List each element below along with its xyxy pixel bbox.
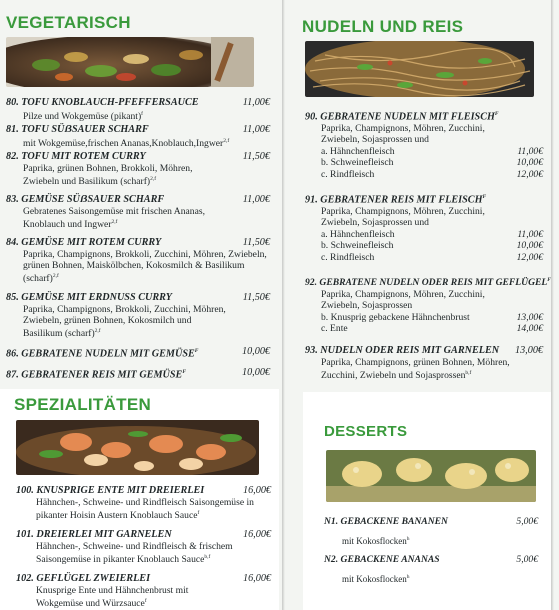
menu-item-86 [6,346,270,360]
item-name [6,367,186,381]
item-name: 93. NUDELN ODER REIS MIT GARNELEN [305,345,500,356]
item-desc: Paprika, Champignons, grünen Bohnen, Möhren, Zucchini, Zwiebeln und Sojasprossen [321,356,510,382]
fried-noodles-photo [305,41,534,97]
variant-label: a. Hähnchenfleisch [321,228,395,240]
allergen-mark: h [406,573,410,580]
variant-label: a. Hähnchenfleisch [321,145,395,157]
allergen-mark: 2,f [150,176,157,182]
item-name: 102. GEFLÜGEL ZWEIERLEI [16,573,151,584]
item-name: 85. GEMÜSE MIT ERDNUSS CURRY [6,292,172,303]
menu-item-80 [6,97,270,122]
item-desc: mit Kokosflocken [342,573,407,584]
variant-label: c. Rindfleisch [321,168,375,180]
section-title-spezialitaeten: SPEZIALITÄTEN [14,395,152,414]
allergen-mark: 2,f [52,273,59,280]
item-desc: Gebratenes Saisongemüse mit frischen Ananas, Knoblauch und Ingwer [23,205,205,231]
menu-item-102 [16,573,271,610]
item-price: 5,00€ [516,554,538,565]
column-divider [282,0,285,610]
item-name [6,346,198,360]
item-name [305,192,486,206]
allergen-mark: h [406,535,410,542]
item-price: 16,00€ [242,573,271,584]
item-price: 10,00€ [241,367,270,378]
allergen-mark: F [182,369,187,375]
item-desc: Pilze und Wokgemüse (pikant) [23,110,142,122]
item-price: 11,00€ [242,124,270,135]
item-price: 5,00€ [516,516,538,527]
allergen-mark: f [197,510,200,516]
menu-item-87 [6,367,270,381]
item-name-text: 86. GEBRATENE NUDELN MIT GEMÜSE [6,348,195,360]
allergen-mark: 2,f [94,328,101,335]
item-price: 11,50€ [242,292,270,303]
item-desc: Paprika, Champignons, Möhren, Zucchini, Zwiebeln, Sojasprossen und [321,122,485,146]
variant-label: b. Schweinefleisch [321,240,394,252]
item-desc: Knusprige Ente und Hähnchenbrust mit Wokgemüse und Würzsauce [36,584,189,610]
menu-item-101 [16,529,271,566]
item-name: 81. TOFU SÜẞSAUER SCHARF [6,124,149,135]
item-name: 83. GEMÜSE SÜẞSAUER SCHARF [6,194,165,205]
item-price: 16,00€ [242,485,271,496]
item-price: 10,00€ [241,346,270,357]
item-name: 101. DREIERLEI MIT GARNELEN [16,529,172,540]
item-desc: Hähnchen-, Schweine- und Rindfleisch Saisongemüse in pikanter Hoisin Austern Knoblauch Sauce [36,496,254,522]
allergen-mark: F [494,111,499,117]
item-name: 82. TOFU MIT ROTEM CURRY [6,151,146,162]
dessert-item-n2 [324,554,538,585]
allergen-mark: b,f [465,370,472,376]
item-name: N1. GEBACKENE BANANEN [324,516,448,527]
item-name-text: 91. GEBRATENER REIS MIT FLEISCH [305,194,483,206]
allergen-mark: F [547,277,551,283]
allergen-mark: F [482,194,487,200]
section-title-desserts: DESSERTS [324,423,408,440]
variant-price: 13,00€ [516,311,543,323]
variant-price: 14,00€ [516,323,543,334]
variant-label: b. Knusprig gebackene Hähnchenbrust [321,311,470,323]
section-title-vegetarisch: VEGETARISCH [6,13,131,32]
item-name: 80. TOFU KNOBLAUCH-PFEFFERSAUCE [6,97,199,108]
item-desc: mit Kokosflocken [342,535,407,546]
variant-price: 12,00€ [516,251,543,263]
menu-item-82 [6,151,270,188]
section-title-nudeln: NUDELN UND REIS [302,17,464,36]
allergen-mark: b,f [204,554,211,560]
variant-price: 10,00€ [516,240,543,252]
item-name-text: 90. GEBRATENE NUDELN MIT FLEISCH [305,111,495,123]
allergen-mark: F [194,348,199,354]
variant-label: b. Schweinefleisch [321,157,394,169]
item-desc: Paprika, Champignons, Brokkoli, Zucchini, Möhren, Zwiebeln, grünen Bohnen, Kokosmilch und Basilikum (scharf) [23,303,226,340]
item-name [305,109,499,123]
item-name: 100. KNUSPRIGE ENTE MIT DREIERLEI [16,485,205,496]
item-desc: Hähnchen-, Schweine- und Rindfleisch & frischem Saisongemüse in pikanter Knoblauch Sauce [36,540,233,566]
item-name-text: 87. GEBRATENER REIS MIT GEMÜSE [6,369,183,381]
variant-price: 12,00€ [516,168,543,180]
item-name: N2. GEBACKENE ANANAS [324,554,440,565]
item-price: 11,50€ [242,151,270,162]
menu-item-84 [6,237,270,285]
allergen-mark: f [141,110,143,117]
menu-item-93 [305,345,543,382]
column-divider [551,0,554,610]
item-desc: Paprika, Champignons, Möhren, Zucchini, Zwiebeln, Sojasprossen [321,288,485,312]
item-name [305,275,551,289]
menu-item-92 [305,275,551,334]
allergen-mark: 2,f [111,219,118,225]
menu-item-100 [16,485,271,522]
menu-item-90 [305,109,543,180]
item-name: 84. GEMÜSE MIT ROTEM CURRY [6,237,162,248]
menu-item-91 [305,192,543,263]
item-desc: Paprika, Champignons, Möhren, Zucchini, Zwiebeln, Sojasprossen und [321,205,485,229]
item-price: 11,50€ [242,237,270,248]
item-name-text: 92. GEBRATENE NUDELN ODER REIS MIT GEFLÜGEL [305,277,548,289]
variant-label: c. Ente [321,323,348,334]
duck-shrimp-dish-photo [16,420,259,475]
menu-item-85 [6,292,270,340]
item-price: 11,00€ [242,97,270,108]
variant-price: 11,00€ [517,145,543,157]
variant-price: 11,00€ [517,228,543,240]
item-price: 16,00€ [242,529,271,540]
item-desc: mit Wokgemüse,frischen Ananas,Knoblauch,Ingwer [23,137,224,149]
item-price: 11,00€ [242,194,270,205]
variant-price: 10,00€ [516,157,543,169]
allergen-mark: 2,f [223,137,230,144]
allergen-mark: f [144,598,147,604]
item-desc: Paprika, grünen Bohnen, Brokkoli, Möhren, Zwiebeln und Basilikum (scharf) [23,162,193,188]
dessert-item-n1 [324,516,538,547]
variant-label: c. Rindfleisch [321,251,375,263]
menu-item-81 [6,124,270,149]
item-price: 13,00€ [514,345,543,356]
baked-fruit-dessert-photo [326,450,536,502]
menu-item-83 [6,194,270,231]
item-desc: Paprika, Champignons, Brokkoli, Zucchini, Möhren, Zwiebeln, grünen Bohnen, Maiskölbchen, Kokosmilch & Basilikum (scharf) [23,248,267,285]
vegetable-stirfry-photo [6,37,254,87]
